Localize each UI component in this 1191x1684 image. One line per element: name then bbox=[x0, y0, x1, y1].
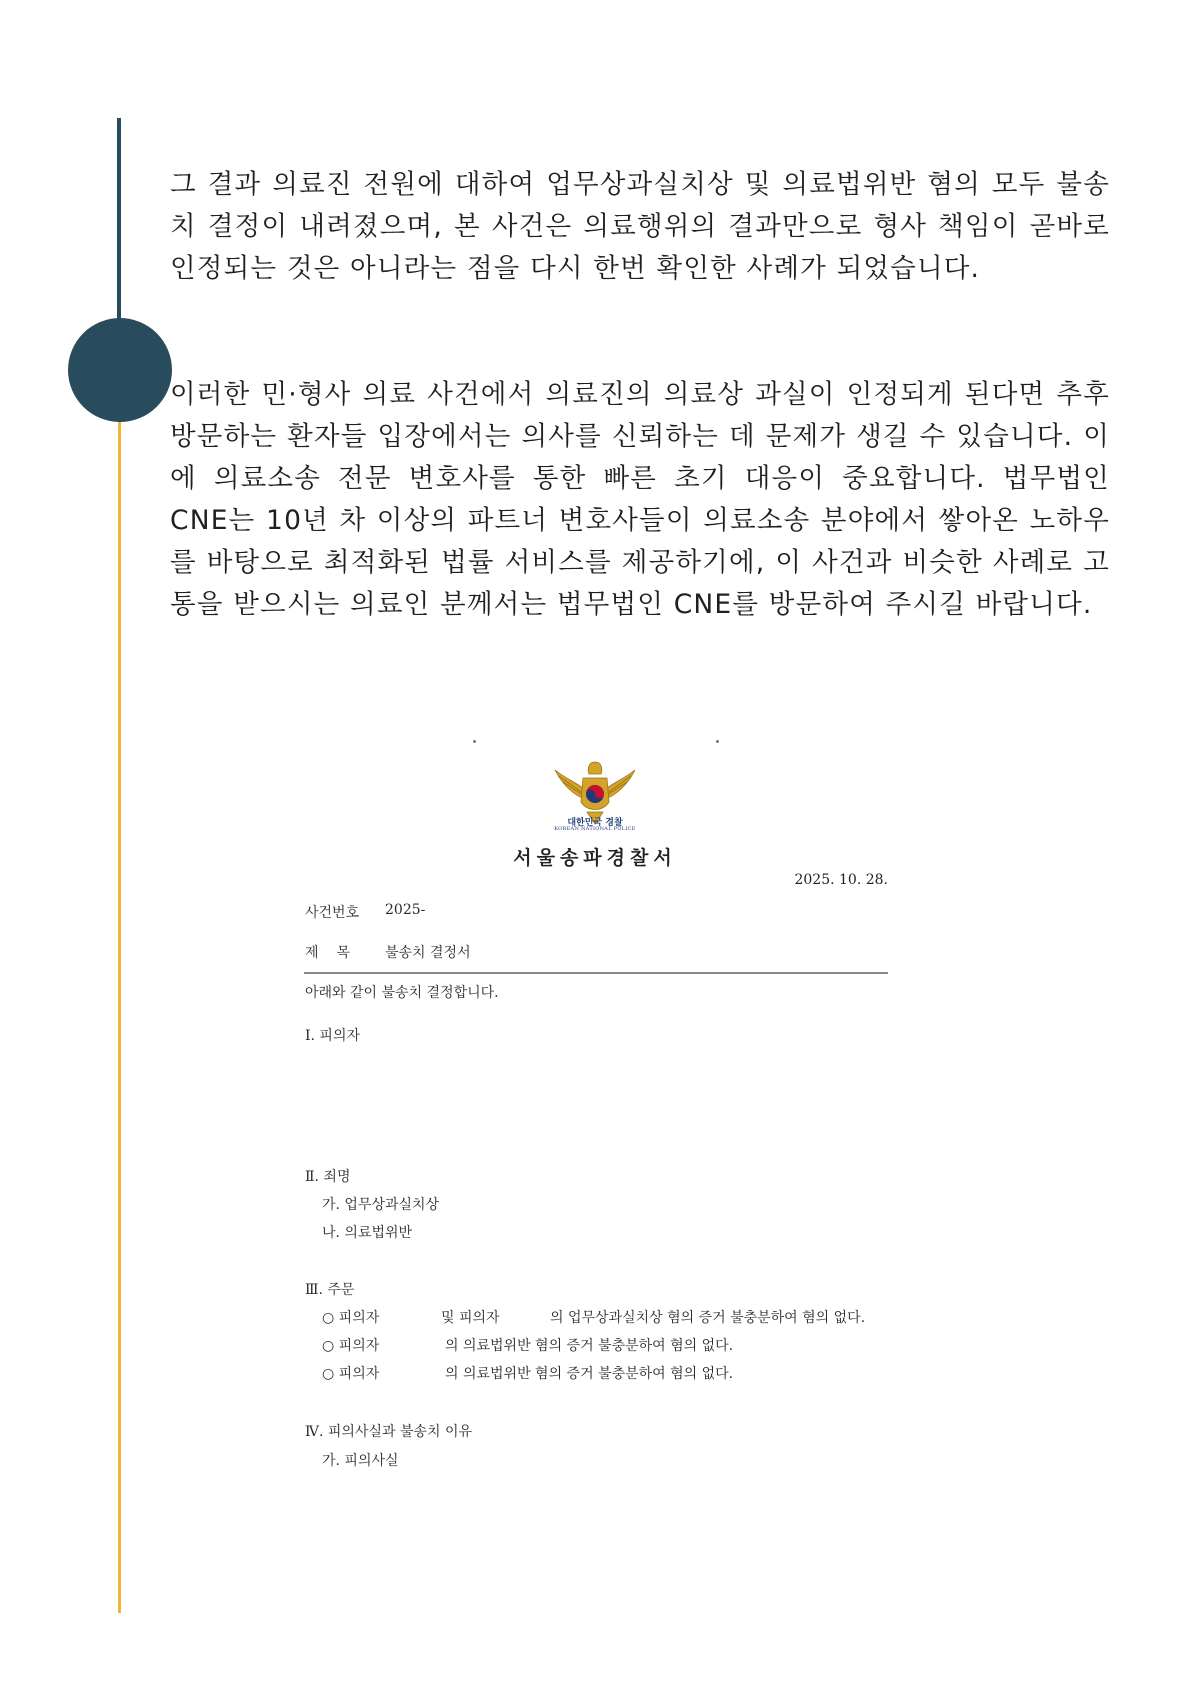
subject-label: 제 목 bbox=[305, 945, 350, 961]
disposition-item-1-part-1: ○ 피의자 bbox=[322, 1310, 380, 1326]
case-number-value: 2025- bbox=[385, 902, 426, 918]
charge-item: 나. 의료법위반 bbox=[322, 1225, 413, 1241]
body-paragraph-2: 이러한 민·형사 의료 사건에서 의료진의 의료상 과실이 인정되게 된다면 추후 방문하는 환자들 입장에서는 의사를 신뢰하는 데 문제가 생길 수 있습니다. 이에 의료소송 전문 변호사를 통한 빠른 초기 대응이 중요합니다. 법무법인 CNE는 10년 차 이상의 파트너 변호사들이 의료소송 분야에서 쌓아온 노하우를 바탕으로 최적화된 법률 서비스를 제공하기에, 이 사건과 비슷한 사례로 고통을 받으시는 의료인 분께서는 법무법인 CNE를 방문하여 주시길 바랍니다. bbox=[170, 379, 1110, 620]
disposition-item-1-part-2: 및 피의자 bbox=[441, 1310, 500, 1326]
timeline-rail-bottom bbox=[118, 368, 121, 1613]
facts-item: 가. 피의사실 bbox=[322, 1453, 399, 1469]
timeline-dot bbox=[68, 318, 172, 422]
emblem-caption-kr: 대한민국 경찰 bbox=[567, 818, 623, 828]
scan-speck bbox=[716, 740, 719, 743]
disposition-item-2-part-1: ○ 피의자 bbox=[322, 1338, 380, 1354]
document-divider bbox=[304, 972, 888, 974]
section-suspect-heading: Ⅰ. 피의자 bbox=[305, 1028, 361, 1044]
body-paragraph-1: 그 결과 의료진 전원에 대하여 업무상과실치상 및 의료법위반 혐의 모두 불송치 결정이 내려졌으며, 본 사건은 의료행위의 결과만으로 형사 책임이 곧바로 인정되는 것은 아니라는 점을 다시 한번 확인한 사례가 되었습니다. bbox=[170, 169, 1110, 284]
disposition-item-3-part-2: 의 의료법위반 혐의 증거 불충분하여 혐의 없다. bbox=[445, 1366, 734, 1382]
subject-value: 불송치 결정서 bbox=[385, 945, 471, 961]
emblem-caption-en: KOREAN NATIONAL POLICE bbox=[554, 826, 636, 832]
section-charges-heading: Ⅱ. 죄명 bbox=[305, 1169, 351, 1185]
document-date: 2025. 10. 28. bbox=[794, 872, 888, 888]
disposition-item-1-part-3: 의 업무상과실치상 혐의 증거 불충분하여 혐의 없다. bbox=[550, 1310, 866, 1326]
police-office-name: 서울송파경찰서 bbox=[513, 847, 677, 869]
case-number-label: 사건번호 bbox=[305, 905, 360, 921]
disposition-item-2-part-2: 의 의료법위반 혐의 증거 불충분하여 혐의 없다. bbox=[445, 1338, 734, 1354]
decision-intro: 아래와 같이 불송치 결정합니다. bbox=[305, 985, 499, 1001]
scan-speck bbox=[473, 740, 476, 743]
section-disposition-heading: Ⅲ. 주문 bbox=[305, 1282, 355, 1298]
charge-item: 가. 업무상과실치상 bbox=[322, 1197, 440, 1213]
disposition-item-3-part-1: ○ 피의자 bbox=[322, 1366, 380, 1382]
section-facts-heading: Ⅳ. 피의사실과 불송치 이유 bbox=[305, 1424, 473, 1440]
